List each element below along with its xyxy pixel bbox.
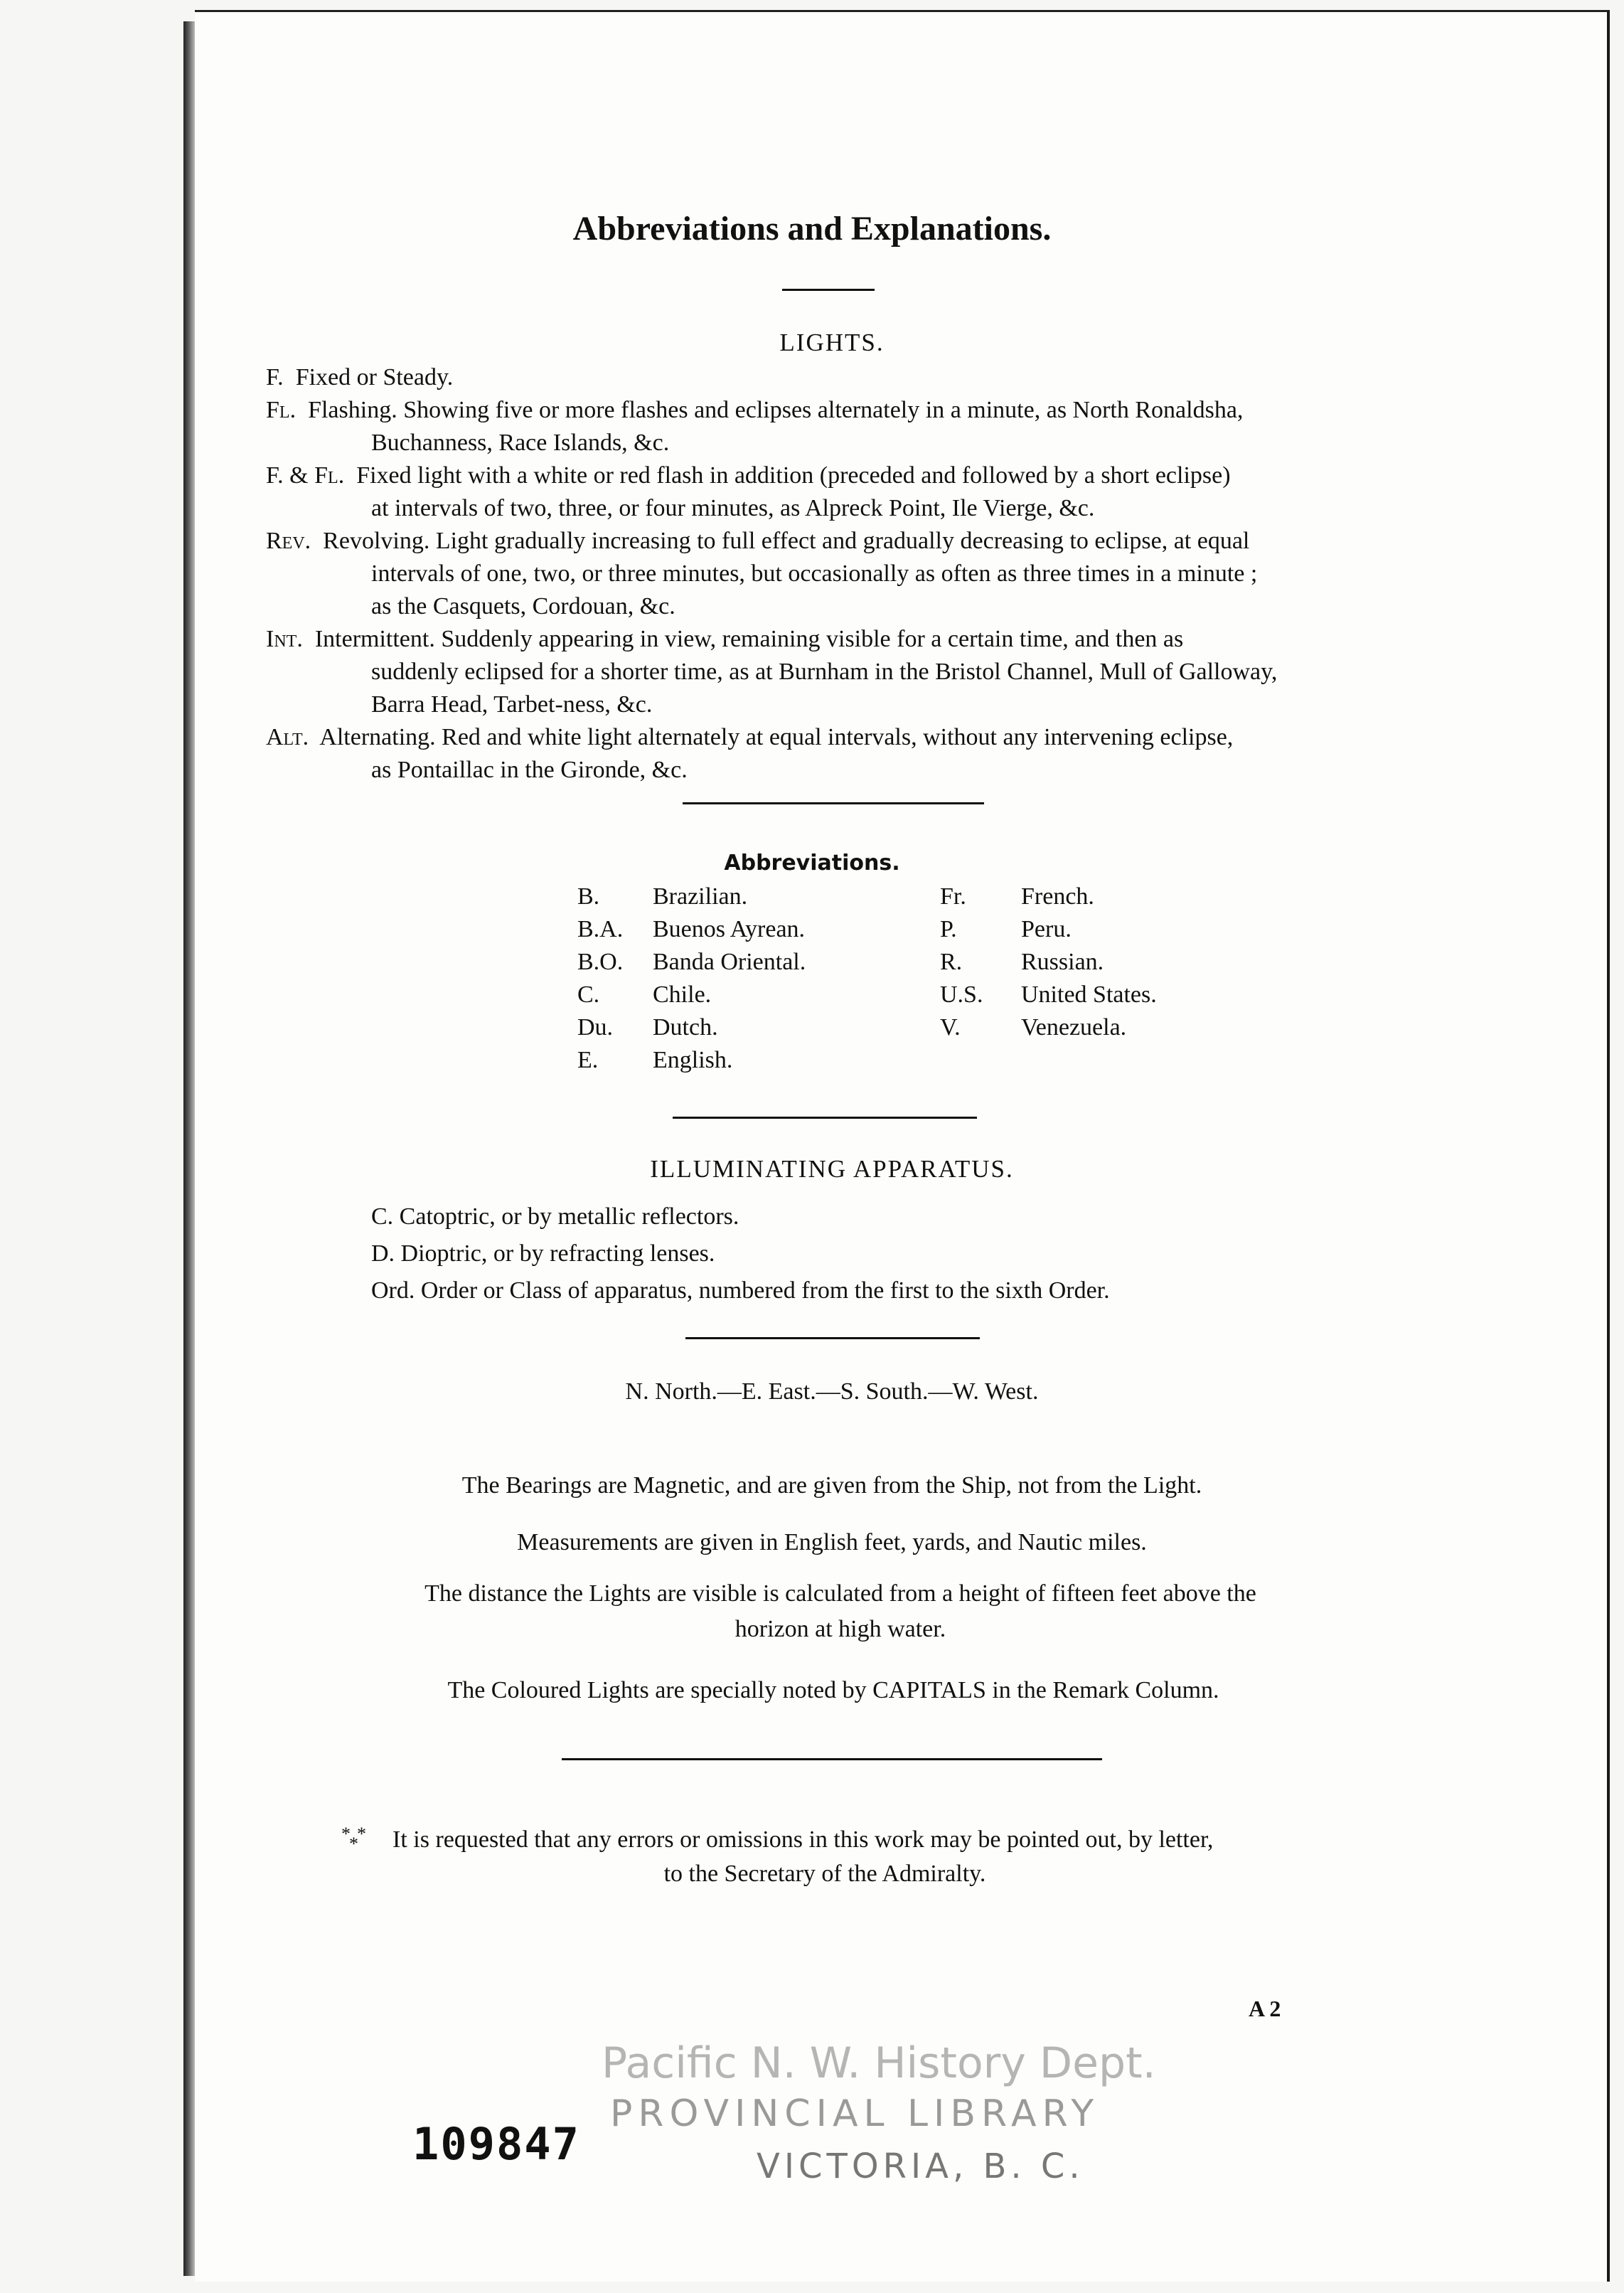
coloured-lights-note: The Coloured Lights are specially noted by CAPITALS in the Remark Column. (447, 1677, 1219, 1703)
abbr-name: Peru. (1021, 916, 1072, 942)
abbr-name: Russian. (1021, 949, 1104, 975)
accession-number: 109847 (412, 2118, 580, 2170)
light-entry-alternating (266, 721, 1404, 787)
abbr-name: French. (1021, 883, 1094, 910)
light-text-continued: Barra Head, Tarbet-ness, &c. (371, 691, 653, 718)
abbr-code: E. (577, 1047, 599, 1073)
lights-heading: LIGHTS. (779, 329, 885, 356)
abbr-name: Chile. (653, 981, 712, 1008)
abbr-code: Fr. (940, 883, 966, 910)
abbr-name: Brazilian. (653, 883, 748, 910)
abbr-code: Du. (577, 1014, 614, 1041)
light-text-continued: Buchanness, Race Islands, &c. (371, 430, 670, 456)
section-rule (683, 802, 984, 804)
light-text-continued: at intervals of two, three, or four minutes, as Alpreck Point, Ile Vierge, &c. (371, 495, 1095, 521)
section-rule (685, 1337, 980, 1339)
light-text: Revolving. Light gradually increasing to full effect and gradually decreasing to eclipse, at equal (323, 528, 1250, 554)
light-text: Flashing. Showing five or more flashes and eclipses alternately in a minute, as North Ronaldsha, (308, 397, 1244, 423)
apparatus-heading: ILLUMINATING APPARATUS. (650, 1155, 1014, 1183)
abbr-code: B.A. (577, 916, 624, 942)
page-number: A 2 (1249, 1996, 1281, 2021)
asterism-icon: * * * (341, 1824, 366, 1854)
section-rule (562, 1758, 1102, 1760)
light-abbr: F. & Fl. (266, 462, 345, 489)
light-abbr: Alt. (266, 724, 309, 750)
binding-spine (183, 21, 195, 2276)
distance-note: The distance the Lights are visible is calculated from a height of fifteen feet above the (424, 1580, 1256, 1607)
light-entry-intermittent (266, 623, 1404, 721)
compass-points: N. North.—E. East.—S. South.—W. West. (625, 1378, 1039, 1405)
light-text-continued: as the Casquets, Cordouan, &c. (371, 593, 675, 619)
light-entry-fixed (266, 361, 1404, 394)
abbr-code: U.S. (940, 981, 983, 1008)
light-entry-flashing (266, 394, 1404, 459)
measurements-note: Measurements are given in English feet, yards, and Nautic miles. (517, 1529, 1147, 1555)
abbr-code: B.O. (577, 949, 624, 975)
light-text: Fixed light with a white or red flash in addition (preceded and followed by a short eclipse) (356, 462, 1231, 489)
abbreviations-heading: Abbreviations. (724, 851, 900, 876)
abbr-code: B. (577, 883, 600, 910)
light-abbr: F. (266, 364, 284, 390)
light-text: Intermittent. Suddenly appearing in view, remaining visible for a certain time, and then as (314, 626, 1184, 652)
light-text-continued: suddenly eclipsed for a shorter time, as at Burnham in the Bristol Channel, Mull of Galloway, (371, 659, 1278, 685)
abbr-name: English. (653, 1047, 733, 1073)
light-abbr: Fl. (266, 397, 297, 423)
abbr-code: R. (940, 949, 963, 975)
light-abbr: Int. (266, 626, 303, 652)
page-title: Abbreviations and Explanations. (572, 210, 1052, 248)
light-text: Alternating. Red and white light alternately at equal intervals, without any intervening eclipse, (319, 724, 1234, 750)
apparatus-line: D. Dioptric, or by refracting lenses. (371, 1240, 715, 1267)
light-text-continued: intervals of one, two, or three minutes, but occasionally as often as three times in a minute ; (371, 560, 1258, 587)
abbr-code: V. (940, 1014, 961, 1041)
bearings-note: The Bearings are Magnetic, and are given from the Ship, not from the Light. (461, 1472, 1202, 1499)
abbr-code: C. (577, 981, 600, 1008)
section-rule (673, 1117, 977, 1119)
request-note: It is requested that any errors or omissions in this work may be pointed out, by letter, (392, 1826, 1214, 1853)
library-stamp-line: PROVINCIAL LIBRARY (610, 2092, 1100, 2135)
abbr-name: Venezuela. (1021, 1014, 1127, 1041)
light-abbr: Rev. (266, 528, 311, 554)
abbr-name: United States. (1021, 981, 1157, 1008)
abbr-name: Dutch. (653, 1014, 718, 1041)
light-text: Fixed or Steady. (295, 364, 454, 390)
title-rule (782, 289, 875, 291)
light-text-continued: as Pontaillac in the Gironde, &c. (371, 757, 688, 783)
request-note-continued: to the Secretary of the Admiralty. (663, 1861, 986, 1887)
apparatus-line: Ord. Order or Class of apparatus, numbered from the first to the sixth Order. (371, 1277, 1110, 1304)
library-stamp-line: Pacific N. W. History Dept. (602, 2038, 1156, 2088)
distance-note-continued: horizon at high water. (734, 1616, 946, 1642)
abbr-code: P. (940, 916, 957, 942)
apparatus-line: C. Catoptric, or by metallic reflectors. (371, 1203, 739, 1230)
abbr-name: Buenos Ayrean. (653, 916, 806, 942)
abbr-name: Banda Oriental. (653, 949, 806, 975)
library-stamp-line: VICTORIA, B. C. (757, 2146, 1084, 2186)
light-entry-revolving (266, 525, 1404, 623)
light-entry-fixed-flashing (266, 459, 1404, 525)
